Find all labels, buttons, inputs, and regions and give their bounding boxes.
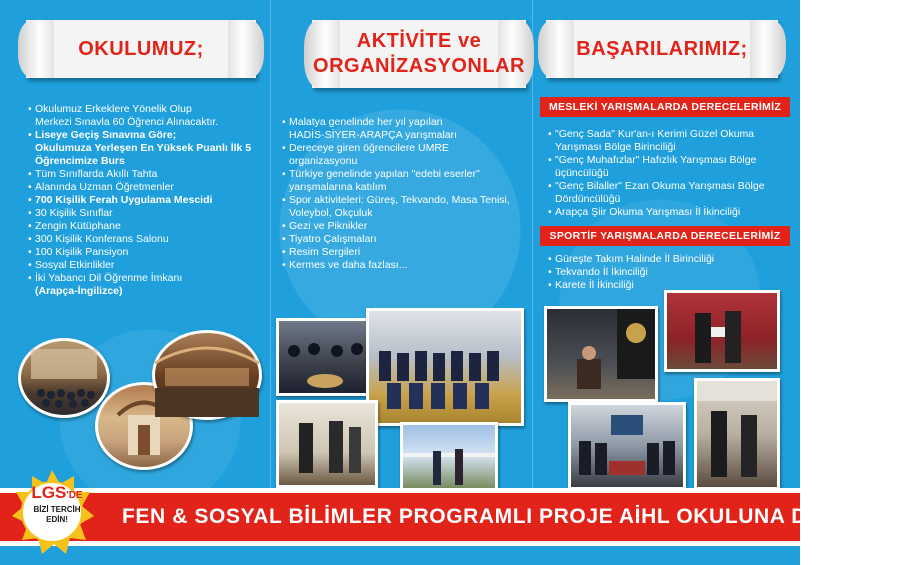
award-photo: [276, 400, 378, 488]
list-item-text: Liseye Geçiş Sınavına Göre;: [35, 129, 177, 141]
list-item: [28, 181, 268, 194]
mesleki-section-bar: MESLEKİ YARIŞMALARDA DERECELERİMİZ: [540, 97, 790, 117]
poetry-reading-photo: [544, 306, 658, 402]
list-item-text: Okulumuz Erkeklere Yönelik Olup: [35, 103, 192, 115]
list-item-subtext: Merkezi Sınavla 60 Öğrenci Alınacaktır.: [35, 116, 219, 128]
list-item-text: Arapça Şiir Okuma Yarışması İl İkinciliği: [555, 206, 741, 218]
list-item: [548, 266, 788, 279]
list-item-text: Gezi ve Piknikler: [289, 220, 368, 232]
list-item-text: 30 Kişilik Sınıflar: [35, 207, 113, 219]
students-group-photo: [568, 402, 686, 490]
list-item-text: Tekvando İl İkinciliği: [555, 266, 648, 278]
sports-team-photo: [366, 308, 524, 426]
lgs-badge-line3: EDİN!: [46, 515, 68, 524]
list-item-text: Kermes ve daha fazlası...: [289, 259, 408, 271]
list-item: [28, 272, 268, 298]
aktivite-title-line1: AKTİVİTE ve: [356, 30, 482, 52]
list-item-text: Karete İl İkinciliği: [555, 279, 634, 291]
lgs-badge-big: LGS: [31, 483, 67, 502]
list-item-subtext: organizasyonu: [289, 155, 358, 167]
list-item-text: Zengin Kütüphane: [35, 220, 121, 232]
list-item-text: Malatya genelinde her yıl yapılan: [289, 116, 443, 128]
list-item: [28, 103, 268, 129]
lgs-badge: [20, 484, 94, 525]
list-item-text: "Genç Muhafızlar" Hafızlık Yarışması Bölge: [555, 154, 757, 166]
karate-award-photo: [694, 378, 780, 490]
list-item: [28, 233, 268, 246]
list-item-text: Dereceye giren öğrencilere UMRE: [289, 142, 449, 154]
list-item-text: 700 Kişilik Ferah Uygulama Mescidi: [35, 194, 213, 206]
list-item-text: Tiyatro Çalışmaları: [289, 233, 377, 245]
aktivite-list: [282, 116, 530, 272]
list-item-text: "Genç Bilaller" Ezan Okuma Yarışması Bölge: [555, 180, 765, 192]
banner-text: FEN & SOSYAL BİLİMLER PROGRAMLI PROJE AİHL OKULUNA DÖNÜŞTÜ: [122, 505, 899, 528]
list-item-subtext: (Arapça-İngilizce): [35, 285, 123, 297]
list-item: [28, 168, 268, 181]
okulumuz-title: OKULUMUZ;: [78, 37, 204, 60]
list-item: [282, 246, 530, 259]
basarilar-title: BAŞARILARIMIZ;: [576, 37, 748, 60]
list-item-subtext: Okulumuza Yerleşen En Yüksek Puanlı İlk 5 Öğrencimize Burs: [35, 142, 252, 167]
list-item: [282, 194, 530, 220]
aktivite-title-line2: ORGANİZASYONLAR: [313, 55, 525, 77]
list-item-subtext: HADİS-SİYER-ARAPÇA yarışmaları: [289, 129, 458, 141]
list-item: [28, 246, 268, 259]
basarilar-header: [546, 20, 778, 78]
archery-photo: [400, 422, 498, 496]
list-item: [548, 154, 788, 180]
conference-hall-photo: [152, 330, 262, 420]
list-item: [28, 220, 268, 233]
list-item-text: Güreşte Takım Halinde İl Birinciliği: [555, 253, 715, 265]
list-item: [282, 233, 530, 246]
list-item: [28, 194, 268, 207]
list-item-text: Türkiye genelinde yapılan "edebi eserler": [289, 168, 480, 180]
okulumuz-list: [28, 103, 268, 298]
list-item: [28, 207, 268, 220]
list-item-text: Alanında Uzman Öğretmenler: [35, 181, 174, 193]
lgs-badge-line2: BİZİ TERCİH: [33, 505, 81, 514]
list-item-text: Resim Sergileri: [289, 246, 361, 258]
aktivite-header: [312, 20, 526, 88]
list-item-text: Sosyal Etkinlikler: [35, 259, 115, 271]
lgs-badge-suffix: 'DE: [66, 490, 83, 501]
trophy-ceremony-photo: [664, 290, 780, 372]
column-divider: [270, 0, 271, 490]
list-item: [282, 259, 530, 272]
list-item: [28, 259, 268, 272]
list-item: [548, 253, 788, 266]
list-item-subtext: yarışmalarına katılım: [289, 181, 387, 193]
list-item-text: "Genç Sada" Kur'an-ı Kerimi Güzel Okuma: [555, 128, 755, 140]
list-item-text: Tüm Sınıflarda Akıllı Tahta: [35, 168, 158, 180]
aktivite-title: [313, 29, 525, 79]
list-item: [548, 128, 788, 154]
campus-photo: [18, 338, 110, 418]
list-item: [282, 142, 530, 168]
list-item-subtext: Dördüncülüğü: [555, 193, 621, 205]
list-item: [282, 168, 530, 194]
list-item-subtext: Yarışması Bölge Birinciliği: [555, 141, 676, 153]
sportif-section-bar: SPORTİF YARIŞMALARDA DERECELERİMİZ: [540, 226, 790, 246]
list-item-text: Spor aktiviteleri: Güreş, Tekvando, Masa Tenisi,: [289, 194, 510, 206]
okulumuz-header: [26, 20, 256, 78]
list-item-subtext: üçüncülüğü: [555, 167, 609, 179]
list-item: [28, 129, 268, 168]
list-item: [282, 220, 530, 233]
mesleki-list: [548, 128, 788, 219]
list-item: [282, 116, 530, 142]
ceremony-photo: [276, 318, 374, 396]
list-item: [548, 180, 788, 206]
list-item-text: İki Yabancı Dil Öğrenme İmkanı: [35, 272, 183, 284]
list-item-text: 100 Kişilik Pansiyon: [35, 246, 129, 258]
list-item-text: 300 Kişilik Konferans Salonu: [35, 233, 169, 245]
sportif-list: [548, 253, 788, 292]
list-item-subtext: Voleybol, Okçuluk: [289, 207, 373, 219]
list-item: [548, 206, 788, 219]
